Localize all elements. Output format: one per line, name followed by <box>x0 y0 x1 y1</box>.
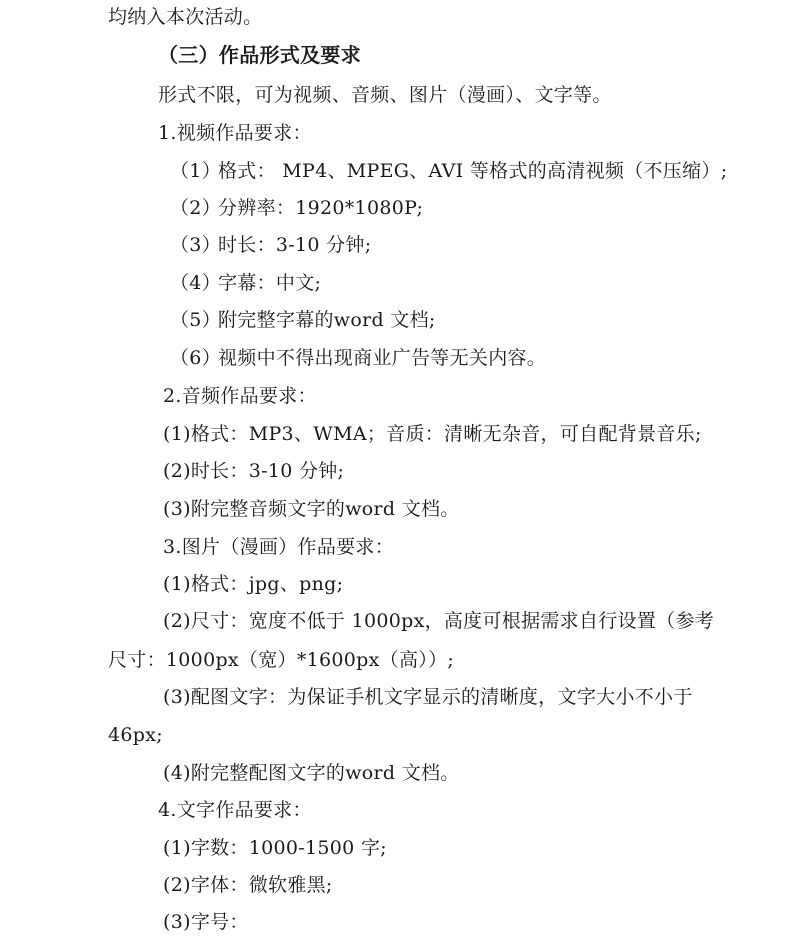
video-item-1-text: 格式： MP4、MPEG、AVI 等格式的高清视频（不压缩）; <box>218 160 728 182</box>
video-item-3 <box>170 232 371 258</box>
text-requirements-title: 4.文字作品要求： <box>158 799 312 821</box>
image-item-3: (3)配图文字：为保证手机文字显示的清晰度，文字大小不小于 <box>163 686 693 708</box>
video-item-2-text: 分辨率：1920*1080P; <box>218 197 424 219</box>
image-item-3-continued: 46px; <box>108 724 163 746</box>
video-item-1 <box>170 158 727 184</box>
audio-item-1: (1)格式：MP3、WMA；音质：清晰无杂音，可自配背景音乐; <box>163 423 702 445</box>
intro-tail-text: 均纳入本次活动。 <box>108 6 263 28</box>
video-item-5-num: （5） <box>170 309 221 331</box>
image-requirements-title: 3.图片（漫画）作品要求： <box>163 536 395 558</box>
audio-requirements-title: 2.音频作品要求： <box>163 385 317 407</box>
video-requirements-title: 1.视频作品要求： <box>158 122 312 144</box>
image-item-2-continued: 尺寸：1000px（宽）*1600px（高））; <box>108 649 455 671</box>
video-item-2-num: （2） <box>170 197 221 219</box>
text-item-1: (1)字数：1000-1500 字; <box>163 837 387 859</box>
video-item-1-num: （1） <box>170 160 221 182</box>
video-item-5-text: 附完整字幕的word 文档; <box>218 309 436 331</box>
video-item-6-num: （6） <box>170 347 221 369</box>
text-item-2: (2)字体：微软雅黑; <box>163 874 333 896</box>
image-item-2: (2)尺寸：宽度不低于 1000px，高度可根据需求自行设置（参考 <box>163 610 715 632</box>
video-item-4-num: （4） <box>170 272 221 294</box>
form-statement: 形式不限，可为视频、音频、图片（漫画）、文字等。 <box>158 84 612 106</box>
section-heading: （三）作品形式及要求 <box>158 43 361 67</box>
video-item-3-text: 时长：3-10 分钟; <box>218 234 372 256</box>
image-item-1: (1)格式：jpg、png; <box>163 573 344 595</box>
audio-item-2: (2)时长：3-10 分钟; <box>163 460 345 482</box>
video-item-5 <box>170 307 436 333</box>
video-item-6 <box>170 345 546 371</box>
video-item-6-text: 视频中不得出现商业广告等无关内容。 <box>218 347 547 369</box>
audio-item-3: (3)附完整音频文字的word 文档。 <box>163 498 460 520</box>
video-item-2 <box>170 195 423 221</box>
video-item-4 <box>170 270 321 296</box>
video-item-3-num: （3） <box>170 234 221 256</box>
video-item-4-text: 字幕：中文; <box>218 272 322 294</box>
text-item-3: (3)字号： <box>163 911 249 933</box>
image-item-4: (4)附完整配图文字的word 文档。 <box>163 762 460 784</box>
